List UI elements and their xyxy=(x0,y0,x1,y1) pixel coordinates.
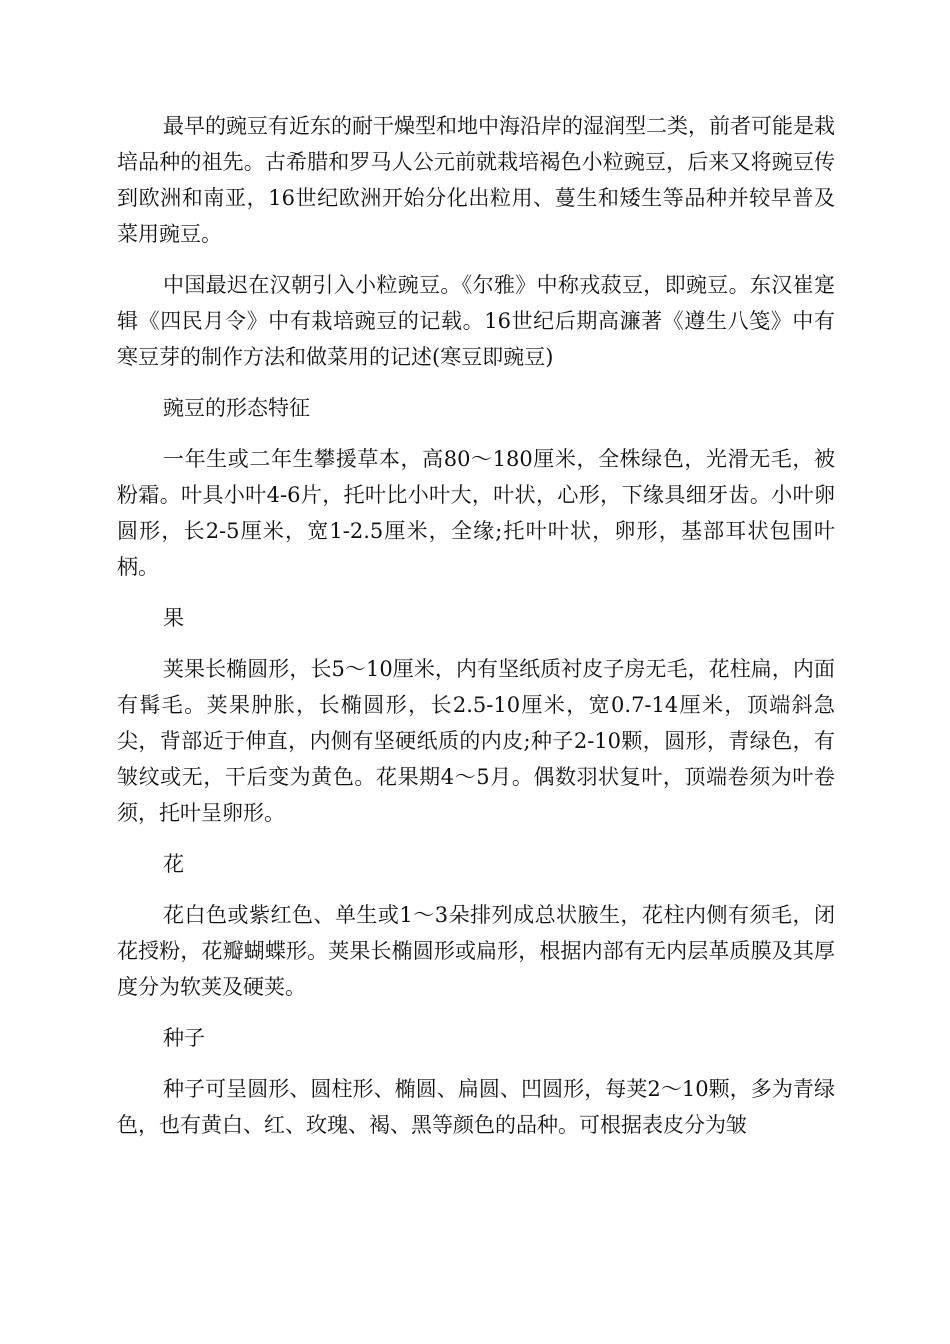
document-body xyxy=(117,108,835,1143)
paragraph-morphology: 一年生或二年生攀援草本，高80～180厘米，全株绿色，光滑无毛，被粉霜。叶具小叶4-6片，托叶比小叶大，叶状，心形，下缘具细牙齿。小叶卵圆形，长2-5厘米，宽1-2.5厘米，全缘;托叶叶状，卵形，基部耳状包围叶柄。 xyxy=(117,447,835,579)
heading-flower: 花 xyxy=(163,852,184,876)
paragraph-fruit: 荚果长椭圆形，长5～10厘米，内有坚纸质衬皮子房无毛，花柱扁，内面有髯毛。荚果肿胀，长椭圆形，长2.5-10厘米，宽0.7-14厘米，顶端斜急尖，背部近于伸直，内侧有坚硬纸质的内皮;种子2-10颗，圆形，青绿色，有皱纹或无，干后变为黄色。花果期4～5月。偶数羽状复叶，顶端卷须为叶卷须，托叶呈卵形。 xyxy=(117,657,835,825)
heading-seed: 种子 xyxy=(163,1026,205,1050)
paragraph-pea-china-history: 中国最迟在汉朝引入小粒豌豆。《尔雅》中称戎菽豆，即豌豆。东汉崔寔辑《四民月令》中有栽培豌豆的记载。16世纪后期高濂著《遵生八笺》中有寒豆芽的制作方法和做菜用的记述(寒豆即豌豆) xyxy=(117,273,835,369)
heading-fruit: 果 xyxy=(163,606,184,630)
paragraph-seed: 种子可呈圆形、圆柱形、椭圆、扁圆、凹圆形，每荚2～10颗，多为青绿色，也有黄白、红、玫瑰、褐、黑等颜色的品种。可根据表皮分为皱 xyxy=(117,1077,835,1137)
paragraph-flower: 花白色或紫红色、单生或1～3朵排列成总状腋生，花柱内侧有须毛，闭花授粉，花瓣蝴蝶形。荚果长椭圆形或扁形，根据内部有无内层革质膜及其厚度分为软荚及硬荚。 xyxy=(117,903,835,999)
heading-morphology: 豌豆的形态特征 xyxy=(163,396,310,420)
paragraph-pea-origin: 最早的豌豆有近东的耐干燥型和地中海沿岸的湿润型二类，前者可能是栽培品种的祖先。古希腊和罗马人公元前就栽培褐色小粒豌豆，后来又将豌豆传到欧洲和南亚，16世纪欧洲开始分化出粒用、蔓生和矮生等品种并较早普及菜用豌豆。 xyxy=(117,114,835,246)
